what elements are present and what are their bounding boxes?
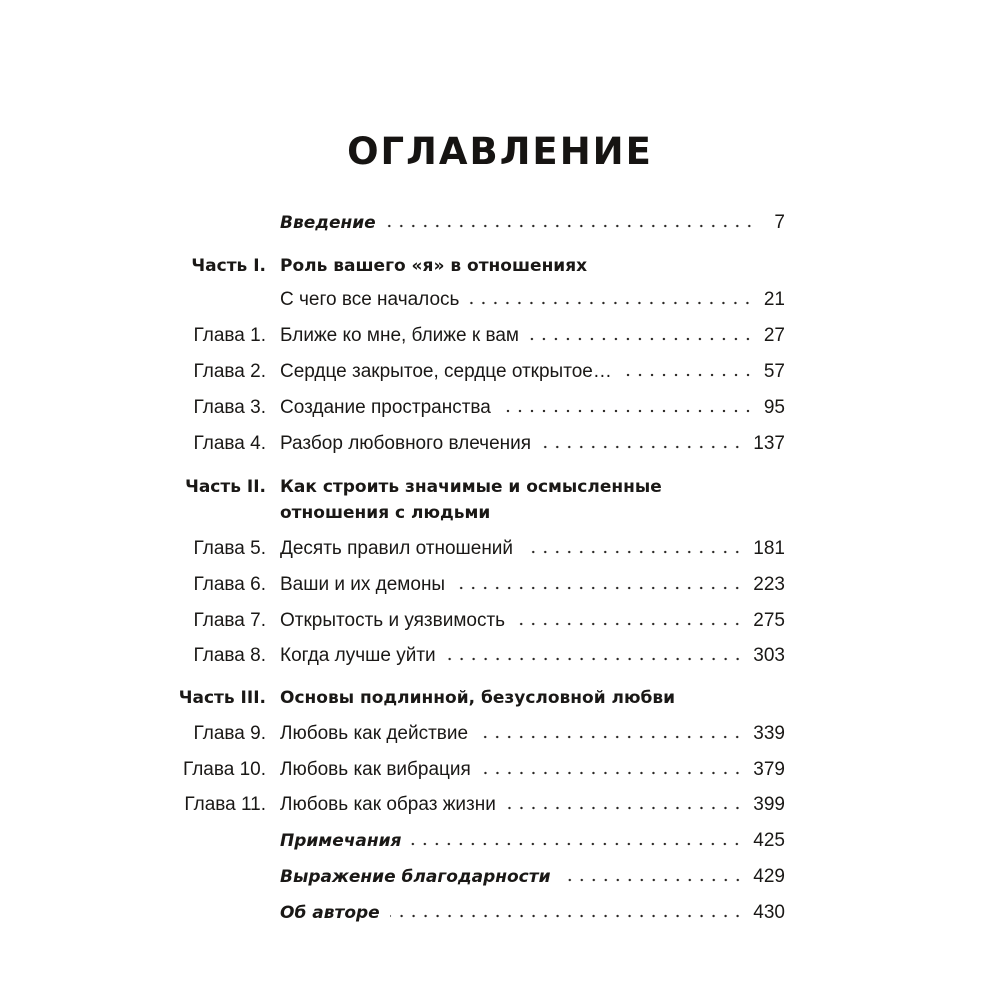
toc-entry[interactable] <box>0 641 1000 671</box>
toc-entry[interactable] <box>0 570 1000 600</box>
part-label: Часть II. <box>185 477 266 497</box>
page-number: 429 <box>753 866 785 887</box>
part-title-line-1: Как строить значимые и осмысленные <box>280 477 662 497</box>
toc-entry-acknowledgements[interactable] <box>0 862 1000 892</box>
chapter-label: Глава 8. <box>193 645 266 666</box>
page-number: 430 <box>753 902 785 923</box>
toc-entry[interactable] <box>0 719 1000 749</box>
part-title-line-2: отношения с людьми <box>280 503 491 523</box>
dot-leader <box>386 208 755 238</box>
toc-entry-about-author[interactable] <box>0 898 1000 928</box>
dot-leader <box>411 826 743 856</box>
toc-entry[interactable] <box>0 285 1000 315</box>
page-number: 57 <box>763 361 785 382</box>
chapter-label: Глава 10. <box>182 759 266 780</box>
dot-leader <box>446 641 744 671</box>
entry-title: Разбор любовного влечения <box>280 433 532 454</box>
toc-entry[interactable] <box>0 790 1000 820</box>
entry-title: С чего все началось <box>280 289 460 310</box>
toc-entry[interactable] <box>0 393 1000 423</box>
entry-title: Выражение благодарности <box>280 867 551 887</box>
page-number: 303 <box>753 645 785 666</box>
entry-title: Сердце закрытое, сердце открытое… <box>280 361 612 382</box>
entry-title: Об авторе <box>280 903 380 923</box>
page-number: 223 <box>753 574 785 595</box>
chapter-label: Глава 5. <box>193 538 266 559</box>
dot-leader <box>455 570 743 600</box>
chapter-label: Глава 4. <box>193 433 266 454</box>
page-number: 379 <box>753 759 785 780</box>
chapter-label: Глава 1. <box>193 325 266 346</box>
dot-leader <box>561 862 744 892</box>
part-title: Роль вашего «я» в отношениях <box>280 256 588 276</box>
toc-entry[interactable] <box>0 755 1000 785</box>
page-number: 339 <box>753 723 785 744</box>
entry-title: Создание пространства <box>280 397 491 418</box>
toc-entry[interactable] <box>0 429 1000 459</box>
dot-leader <box>541 429 743 459</box>
chapter-label: Глава 7. <box>193 610 266 631</box>
dot-leader <box>390 898 744 928</box>
part-label: Часть III. <box>178 688 266 708</box>
page-number: 425 <box>753 830 785 851</box>
page-number: 21 <box>763 289 785 310</box>
toc-part-3[interactable] <box>0 683 1000 713</box>
toc-entry[interactable] <box>0 534 1000 564</box>
dot-leader <box>481 755 743 785</box>
entry-title: Открытость и уязвимость <box>280 610 506 631</box>
toc-entry-notes[interactable] <box>0 826 1000 856</box>
chapter-label: Глава 11. <box>184 794 266 815</box>
toc-entry[interactable] <box>0 357 1000 387</box>
part-title: Основы подлинной, безусловной любви <box>280 688 676 708</box>
page-title: ОГЛАВЛЕНИЕ <box>347 130 653 173</box>
toc-entry[interactable] <box>0 606 1000 636</box>
dot-leader <box>622 357 754 387</box>
entry-title: Любовь как образ жизни <box>280 794 496 815</box>
page-number: 7 <box>774 212 785 233</box>
chapter-label: Глава 3. <box>193 397 266 418</box>
entry-title: Введение <box>280 213 376 233</box>
entry-title: Ближе ко мне, ближе к вам <box>280 325 519 346</box>
entry-title: Любовь как вибрация <box>280 759 471 780</box>
entry-title: Десять правил отношений <box>280 538 514 559</box>
dot-leader <box>469 285 753 315</box>
page-number: 95 <box>763 397 785 418</box>
dot-leader <box>501 393 754 423</box>
entry-title: Любовь как действие <box>280 723 469 744</box>
dot-leader <box>523 534 743 564</box>
entry-title: Ваши и их демоны <box>280 574 446 595</box>
dot-leader <box>515 606 743 636</box>
toc-part-2[interactable] <box>0 472 1000 528</box>
page-number: 181 <box>753 538 785 559</box>
toc-part-1[interactable] <box>0 251 1000 281</box>
toc-entry[interactable] <box>0 321 1000 351</box>
page-number: 399 <box>753 794 785 815</box>
entry-title: Примечания <box>280 831 402 851</box>
dot-leader <box>506 790 743 820</box>
entry-title: Когда лучше уйти <box>280 645 436 666</box>
page-number: 275 <box>753 610 785 631</box>
dot-leader <box>478 719 743 749</box>
toc-entry-intro[interactable] <box>0 208 1000 238</box>
chapter-label: Глава 2. <box>193 361 266 382</box>
dot-leader <box>529 321 754 351</box>
page-number: 137 <box>753 433 785 454</box>
chapter-label: Глава 9. <box>193 723 266 744</box>
part-label: Часть I. <box>191 256 266 276</box>
chapter-label: Глава 6. <box>193 574 266 595</box>
page-number: 27 <box>763 325 785 346</box>
